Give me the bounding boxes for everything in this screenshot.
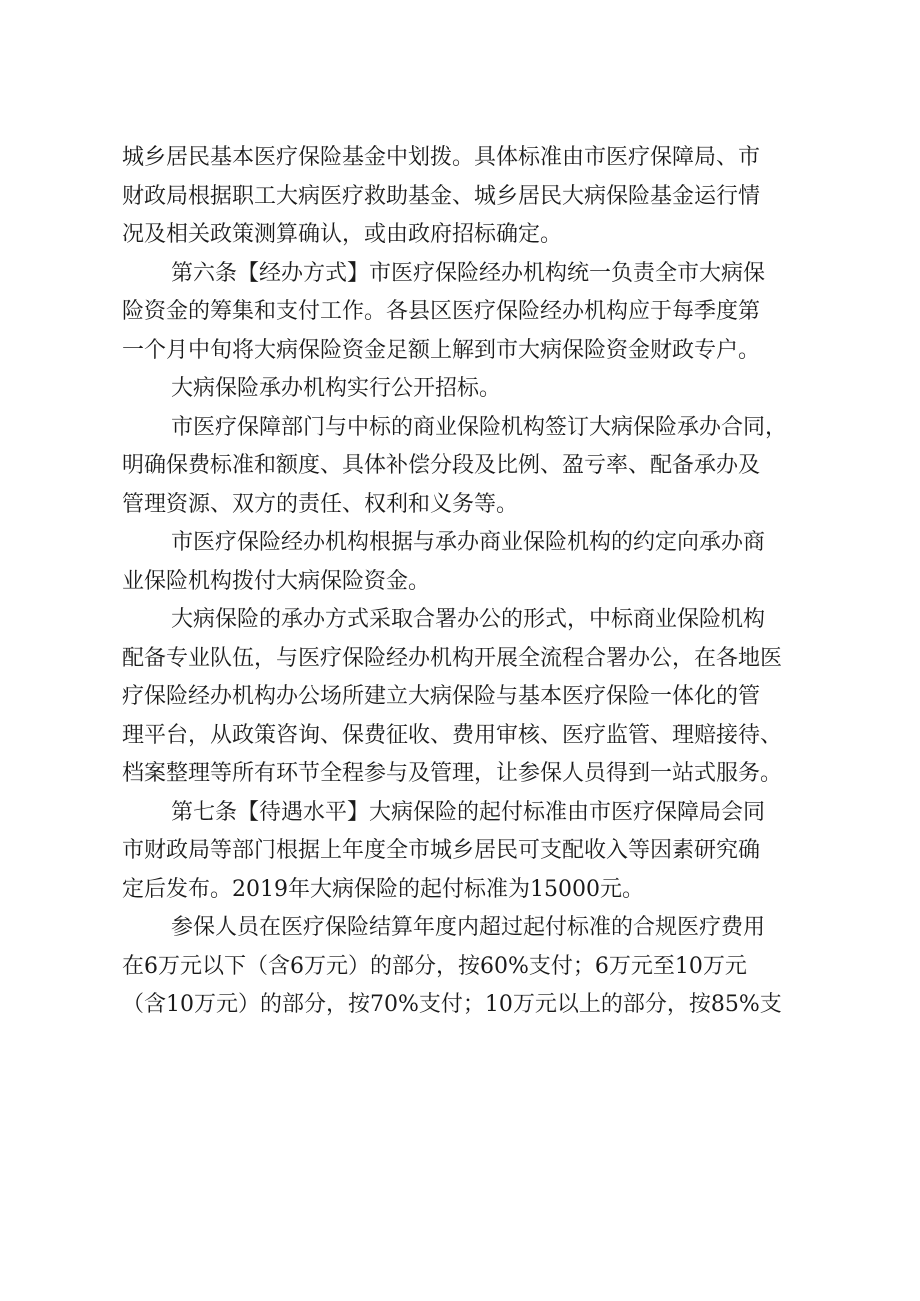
paragraph-line: 明确保费标准和额度、具体补偿分段及比例、盈亏率、配备承办及 (122, 453, 761, 478)
paragraph-line: 配备专业队伍，与医疗保险经办机构开展全流程合署办公，在各地医 (122, 645, 783, 671)
paragraph-line: 财政局根据职工大病医疗救助基金、城乡居民大病保险基金运行情 (122, 183, 761, 209)
paragraph-line: 大病保险承办机构实行公开招标。 (171, 376, 502, 401)
paragraph-line: 管理资源、双方的责任、权利和义务等。 (122, 491, 519, 517)
paragraph-line: 大病保险的承办方式采取合署办公的形式，中标商业保险机构 (171, 607, 766, 632)
paragraph (122, 794, 812, 910)
paragraph-line: 在6万元以下（含6万元）的部分，按60%支付；6万元至10万元 (122, 953, 747, 979)
paragraph-line: 城乡居民基本医疗保险基金中划拨。具体标准由市医疗保障局、市 (122, 145, 761, 170)
paragraph-line: 疗保险经办机构办公场所建立大病保险与基本医疗保险一体化的管 (122, 684, 761, 709)
paragraph (122, 370, 812, 409)
paragraph (122, 255, 812, 371)
paragraph-line: 第六条【经办方式】市医疗保险经办机构统一负责全市大病保 (171, 260, 766, 286)
paragraph (122, 909, 812, 1025)
paragraph-line: 险资金的筹集和支付工作。各县区医疗保险经办机构应于每季度第 (122, 299, 761, 324)
paragraph-line: 市医疗保障部门与中标的商业保险机构签订大病保险承办合同， (171, 414, 788, 440)
paragraph-line: 一个月中旬将大病保险资金足额上解到市大病保险资金财政专户。 (122, 337, 761, 363)
paragraph (122, 601, 812, 794)
paragraph (122, 409, 812, 525)
paragraph-line: 市医疗保险经办机构根据与承办商业保险机构的约定向承办商 (171, 530, 766, 555)
document-body (122, 139, 812, 1025)
paragraph-line: 参保人员在医疗保险结算年度内超过起付标准的合规医疗费用 (171, 915, 766, 940)
paragraph-line: 理平台，从政策咨询、保费征收、费用审核、医疗监管、理赔接待、 (122, 722, 783, 748)
paragraph-line: 第七条【待遇水平】大病保险的起付标准由市医疗保障局会同 (171, 799, 766, 825)
paragraph (122, 139, 812, 255)
paragraph-line: 业保险机构拨付大病保险资金。 (122, 568, 431, 594)
paragraph-line: （含10万元）的部分，按70%支付；10万元以上的部分，按85%支 (122, 992, 782, 1017)
paragraph-line: 档案整理等所有环节全程参与及管理，让参保人员得到一站式服务。 (122, 761, 783, 786)
paragraph-line: 市财政局等部门根据上年度全市城乡居民可支配收入等因素研究确 (122, 838, 761, 863)
paragraph (122, 524, 812, 601)
paragraph-line: 定后发布。2019年大病保险的起付标准为15000元。 (122, 876, 644, 902)
paragraph-line: 况及相关政策测算确认，或由政府招标确定。 (122, 222, 563, 247)
